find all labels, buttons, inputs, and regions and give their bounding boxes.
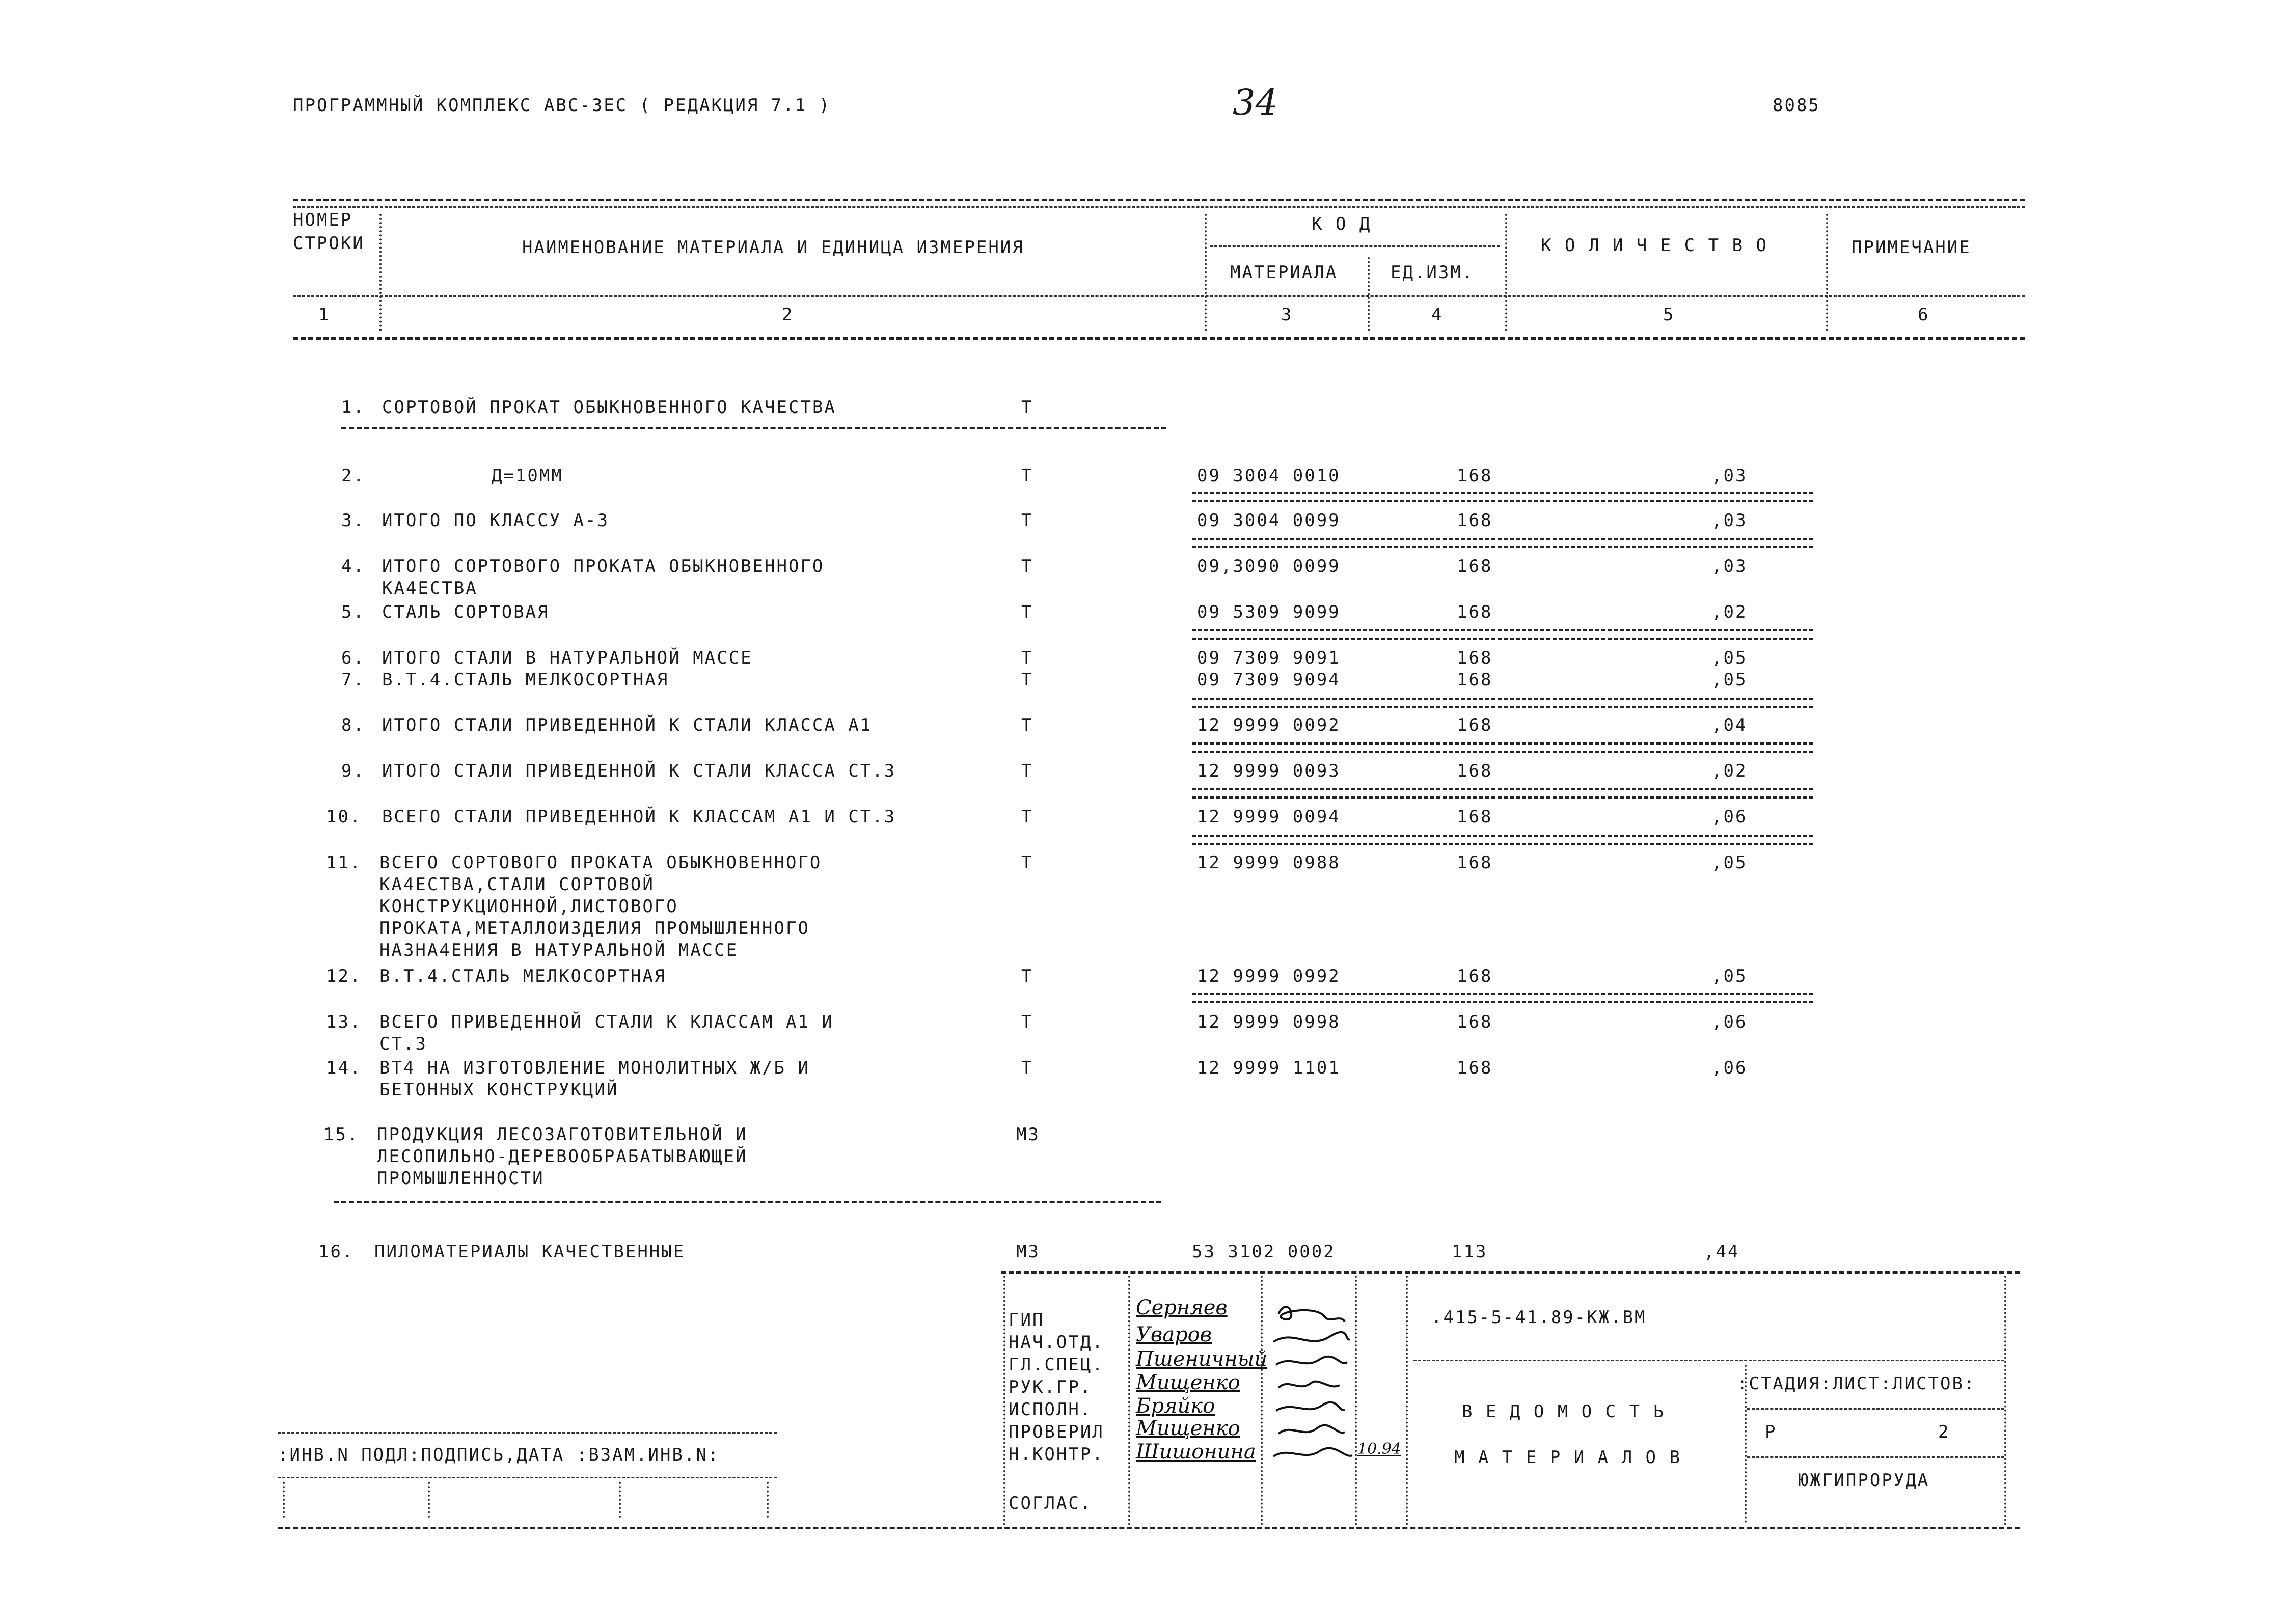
program-title: ПРОГРАММНЫЙ КОМПЛЕКС АВС-3ЕС ( РЕДАКЦИЯ 7.1 )	[293, 95, 831, 116]
row-14-eu: 168	[1457, 1058, 1493, 1078]
row-8-code: 12 9999 0092	[1197, 715, 1341, 735]
stamp-name-gip: Серняев	[1136, 1296, 1228, 1319]
row-15-name-2: ЛЕСОПИЛЬНО-ДЕРЕВООБРАБАТЫВАЮЩЕЙ	[377, 1146, 748, 1167]
stamp-name-ispoln: Бряйко	[1136, 1394, 1215, 1418]
row-2-no: 2.	[341, 465, 365, 486]
row-16-name: ПИЛОМАТЕРИАЛЫ КАЧЕСТВЕННЫЕ	[374, 1242, 686, 1262]
row-14-qty: ,06	[1711, 1058, 1748, 1078]
row-12-unit: Т	[1021, 966, 1033, 986]
row-2-qty: ,03	[1711, 465, 1748, 486]
left-stamp-sep-2	[428, 1482, 430, 1518]
row-14-no: 14.	[326, 1058, 362, 1078]
row-7-unit: Т	[1021, 670, 1033, 690]
stamp-name-n-kontr: Шишонина	[1136, 1440, 1256, 1464]
row-5-eu: 168	[1457, 602, 1493, 622]
row-12-code: 12 9999 0992	[1197, 966, 1341, 986]
row-8-qty: ,04	[1711, 715, 1748, 735]
row-1-unit: Т	[1021, 397, 1033, 418]
stamp-rule-top	[1001, 1271, 2020, 1274]
stamp-rule-stage	[1747, 1408, 2004, 1410]
stamp-stage-value: Р	[1765, 1422, 1777, 1442]
row-7-name: В.Т.4.СТАЛЬ МЕЛКОСОРТНАЯ	[382, 670, 669, 690]
row-13-unit: Т	[1021, 1012, 1033, 1032]
total-rule-12	[1192, 993, 1813, 1003]
row-9-qty: ,02	[1711, 761, 1748, 781]
total-rule-9	[1192, 788, 1813, 799]
row-10-name: ВСЕГО СТАЛИ ПРИВЕДЕННОЙ К КЛАССАМ А1 И СТ.3	[382, 807, 896, 827]
document-code: 8085	[1773, 95, 1820, 116]
col-sep-4	[1826, 214, 1828, 331]
row-13-name-1: ВСЕГО ПРИВЕДЕННОЙ СТАЛИ К КЛАССАМ А1 И	[379, 1012, 834, 1032]
col-number-hdr-2: СТРОКИ	[293, 233, 365, 254]
row-7-qty: ,05	[1711, 670, 1748, 690]
col-num-6: 6	[1918, 305, 1930, 325]
row-15-no: 15.	[323, 1124, 360, 1145]
stamp-sep-role	[1128, 1276, 1130, 1525]
row-9-eu: 168	[1457, 761, 1493, 781]
col-kod-hdr: К О Д	[1312, 214, 1372, 234]
row-11-eu: 168	[1457, 852, 1493, 873]
col-kod-unit-hdr: ЕД.ИЗМ.	[1391, 262, 1475, 283]
stamp-rule-stage2	[1747, 1456, 2004, 1458]
left-stamp-rule-top	[278, 1432, 777, 1434]
col-sep-2	[1205, 214, 1207, 331]
row-11-unit: Т	[1021, 852, 1033, 873]
left-stamp-header: :ИНВ.N ПОДЛ:ПОДПИСЬ,ДАТА :ВЗАМ.ИНВ.N:	[278, 1445, 720, 1465]
col-num-1: 1	[318, 305, 331, 325]
row-10-eu: 168	[1457, 807, 1493, 827]
row-14-name-1: ВТ4 НА ИЗГОТОВЛЕНИЕ МОНОЛИТНЫХ Ж/Б И	[379, 1058, 810, 1078]
page-number-handwritten: 34	[1233, 81, 1278, 123]
left-stamp-sep-3	[619, 1482, 621, 1518]
row-7-eu: 168	[1457, 670, 1493, 690]
header-rule-bottom	[293, 337, 2025, 340]
stamp-name-nach-otd: Уваров	[1136, 1323, 1212, 1346]
col-qty-hdr: К О Л И Ч Е С Т В О	[1541, 235, 1768, 256]
row-16-eu: 113	[1452, 1242, 1488, 1262]
stamp-sep-right	[2004, 1276, 2006, 1525]
stamp-role-ispoln: ИСПОЛН.	[1009, 1399, 1093, 1420]
total-rule-2	[1192, 492, 1813, 502]
stamp-role-n-kontr: Н.КОНТР.	[1009, 1444, 1104, 1465]
row-13-no: 13.	[326, 1012, 362, 1032]
col-sep-3a	[1368, 257, 1370, 331]
row-6-qty: ,05	[1711, 648, 1748, 668]
total-rule-3	[1192, 538, 1813, 548]
row-8-eu: 168	[1457, 715, 1493, 735]
section-rule-15	[334, 1201, 1161, 1203]
row-5-no: 5.	[341, 602, 365, 622]
col-kod-material-hdr: МАТЕРИАЛА	[1230, 262, 1338, 283]
col-num-4: 4	[1431, 305, 1444, 325]
col-sep-3	[1505, 214, 1507, 331]
stamp-role-proveril: ПРОВЕРИЛ	[1009, 1422, 1104, 1442]
row-8-name: ИТОГО СТАЛИ ПРИВЕДЕННОЙ К СТАЛИ КЛАССА А1	[382, 715, 873, 735]
stamp-title-line1: В Е Д О М О С Т Ь	[1462, 1401, 1665, 1422]
row-6-eu: 168	[1457, 648, 1493, 668]
stamp-role-gip: ГИП	[1009, 1310, 1045, 1330]
row-9-unit: Т	[1021, 761, 1033, 781]
total-rule-8	[1192, 742, 1813, 753]
row-3-code: 09 3004 0099	[1197, 510, 1341, 531]
stamp-date-note: 10.94	[1357, 1440, 1401, 1458]
stamp-name-ruk-gr: Мищенко	[1136, 1371, 1240, 1394]
col-num-2: 2	[782, 305, 794, 325]
stamp-sep-name	[1261, 1276, 1263, 1525]
stamp-sep-date	[1406, 1276, 1408, 1525]
row-3-no: 3.	[341, 510, 365, 531]
row-10-unit: Т	[1021, 807, 1033, 827]
stamp-sheets-value: 2	[1938, 1422, 1950, 1442]
row-13-eu: 168	[1457, 1012, 1493, 1032]
row-11-no: 11.	[326, 852, 362, 873]
row-12-qty: ,05	[1711, 966, 1748, 986]
row-11-qty: ,05	[1711, 852, 1748, 873]
row-11-name-3: КОНСТРУКЦИОННОЙ,ЛИСТОВОГО	[379, 896, 678, 917]
row-4-name-1: ИТОГО СОРТОВОГО ПРОКАТА ОБЫКНОВЕННОГО	[382, 556, 825, 576]
row-6-no: 6.	[341, 648, 365, 668]
row-16-unit: М3	[1016, 1242, 1040, 1262]
row-4-qty: ,03	[1711, 556, 1748, 576]
row-7-code: 09 7309 9094	[1197, 670, 1341, 690]
stamp-role-gl-spec: ГЛ.СПЕЦ.	[1009, 1355, 1104, 1375]
row-9-no: 9.	[341, 761, 365, 781]
col-num-3: 3	[1281, 305, 1293, 325]
row-5-qty: ,02	[1711, 602, 1748, 622]
row-10-code: 12 9999 0094	[1197, 807, 1341, 827]
stamp-role-soglas: СОГЛАС.	[1009, 1493, 1093, 1513]
section-rule-1	[341, 427, 1166, 429]
row-9-code: 12 9999 0093	[1197, 761, 1341, 781]
row-16-qty: ,44	[1704, 1242, 1740, 1262]
row-12-no: 12.	[326, 966, 362, 986]
row-16-code: 53 3102 0002	[1192, 1242, 1336, 1262]
row-4-no: 4.	[341, 556, 365, 576]
row-3-unit: Т	[1021, 510, 1033, 531]
row-13-qty: ,06	[1711, 1012, 1748, 1032]
row-7-no: 7.	[341, 670, 365, 690]
signatures-scribble	[1268, 1293, 1355, 1467]
col-number-hdr-1: НОМЕР	[293, 210, 353, 230]
stamp-project-code: .415-5-41.89-КЖ.ВМ	[1431, 1307, 1647, 1328]
row-14-unit: Т	[1021, 1058, 1033, 1078]
row-6-name: ИТОГО СТАЛИ В НАТУРАЛЬНОЙ МАССЕ	[382, 648, 753, 668]
row-6-code: 09 7309 9091	[1197, 648, 1341, 668]
row-3-name: ИТОГО ПО КЛАССУ А-3	[382, 510, 609, 531]
stamp-rule-bottom	[278, 1527, 2020, 1529]
row-8-no: 8.	[341, 715, 365, 735]
stamp-title-line2: М А Т Е Р И А Л О В	[1454, 1447, 1681, 1468]
row-11-name-1: ВСЕГО СОРТОВОГО ПРОКАТА ОБЫКНОВЕННОГО	[379, 852, 822, 873]
row-14-name-2: БЕТОННЫХ КОНСТРУКЦИЙ	[379, 1080, 619, 1100]
header-rule-top	[293, 199, 2025, 201]
row-3-qty: ,03	[1711, 510, 1748, 531]
row-15-unit: М3	[1016, 1124, 1040, 1145]
header-rule-top2	[293, 206, 2025, 208]
row-3-eu: 168	[1457, 510, 1493, 531]
row-5-code: 09 5309 9099	[1197, 602, 1341, 622]
stamp-sep-left	[1003, 1276, 1005, 1525]
row-13-name-2: СТ.3	[379, 1034, 427, 1054]
row-11-name-2: КА4ЕСТВА,СТАЛИ СОРТОВОЙ	[379, 874, 655, 895]
total-rule-5	[1192, 629, 1813, 640]
stamp-role-nach-otd: НАЧ.ОТД.	[1009, 1332, 1104, 1353]
total-rule-10	[1192, 835, 1813, 845]
col-name-hdr: НАИМЕНОВАНИЕ МАТЕРИАЛА И ЕДИНИЦА ИЗМЕРЕНИЯ	[522, 237, 1024, 258]
stamp-sep-sign	[1355, 1276, 1357, 1525]
stamp-name-gl-spec: Пшеничный	[1136, 1347, 1268, 1371]
row-4-name-2: КА4ЕСТВА	[382, 578, 478, 598]
row-1-name: СОРТОВОЙ ПРОКАТ ОБЫКНОВЕННОГО КАЧЕСТВА	[382, 397, 836, 418]
row-10-qty: ,06	[1711, 807, 1748, 827]
row-9-name: ИТОГО СТАЛИ ПРИВЕДЕННОЙ К СТАЛИ КЛАССА СТ.3	[382, 761, 896, 781]
row-2-unit: Т	[1021, 465, 1033, 486]
row-12-name: В.Т.4.СТАЛЬ МЕЛКОСОРТНАЯ	[379, 966, 667, 986]
row-13-code: 12 9999 0998	[1197, 1012, 1341, 1032]
stamp-role-ruk-gr: РУК.ГР.	[1009, 1377, 1093, 1397]
row-15-name-3: ПРОМЫШЛЕННОСТИ	[377, 1168, 545, 1189]
row-11-name-5: НАЗНА4ЕНИЯ В НАТУРАЛЬНОЙ МАССЕ	[379, 940, 739, 960]
total-rule-7	[1192, 698, 1813, 708]
row-6-unit: Т	[1021, 648, 1033, 668]
row-11-name-4: ПРОКАТА,МЕТАЛЛОИЗДЕЛИЯ ПРОМЫШЛЕННОГО	[379, 918, 810, 939]
left-stamp-rule-mid	[278, 1477, 777, 1478]
row-16-no: 16.	[318, 1242, 355, 1262]
row-2-eu: 168	[1457, 465, 1493, 486]
row-4-code: 09,3090 0099	[1197, 556, 1341, 576]
row-5-unit: Т	[1021, 602, 1033, 622]
stamp-rule-code	[1413, 1360, 2004, 1361]
stamp-stage-header: :СТАДИЯ:ЛИСТ:ЛИСТОВ:	[1737, 1373, 1976, 1394]
header-rule-mid	[293, 295, 2025, 297]
row-14-code: 12 9999 1101	[1197, 1058, 1341, 1078]
row-11-code: 12 9999 0988	[1197, 852, 1341, 873]
row-2-code: 09 3004 0010	[1197, 465, 1341, 486]
col-sep-1	[379, 214, 382, 331]
row-4-eu: 168	[1457, 556, 1493, 576]
left-stamp-sep-4	[767, 1482, 769, 1518]
row-4-unit: Т	[1021, 556, 1033, 576]
stamp-organization: ЮЖГИПРОРУДА	[1798, 1470, 1930, 1491]
row-5-name: СТАЛЬ СОРТОВАЯ	[382, 602, 550, 622]
stamp-name-proveril: Мищенко	[1136, 1417, 1240, 1440]
row-1-no: 1.	[341, 397, 365, 418]
left-stamp-sep-1	[283, 1482, 285, 1518]
kod-subrule	[1210, 245, 1500, 247]
col-note-hdr: ПРИМЕЧАНИЕ	[1852, 237, 1971, 258]
row-8-unit: Т	[1021, 715, 1033, 735]
row-10-no: 10.	[326, 807, 362, 827]
row-12-eu: 168	[1457, 966, 1493, 986]
row-15-name-1: ПРОДУКЦИЯ ЛЕСОЗАГОТОВИТЕЛЬНОЙ И	[377, 1124, 748, 1145]
col-num-5: 5	[1663, 305, 1675, 325]
row-2-name: Д=10ММ	[492, 465, 563, 486]
